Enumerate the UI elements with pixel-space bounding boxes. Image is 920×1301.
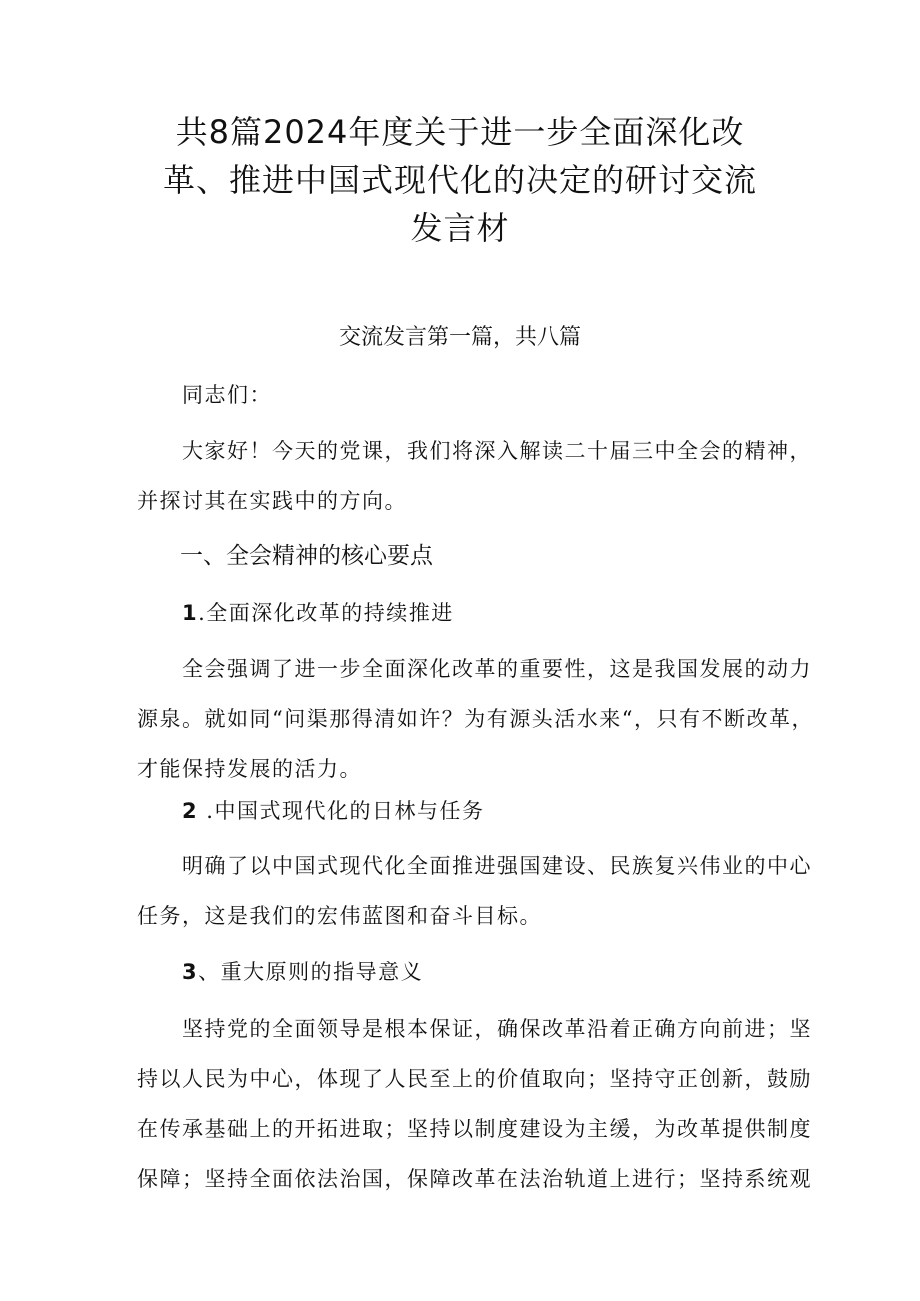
paragraph-line: 明确了以中国式现代化全面推进强国建设、民族复兴伟业的中心	[182, 854, 812, 878]
document-subtitle: 交流发言第一篇，共八篇	[338, 325, 581, 350]
item-heading-1	[137, 597, 837, 629]
paragraph-line: 在传承基础上的开拓进取；坚持以制度建设为主缓，为改革提供制度	[137, 1117, 812, 1141]
paragraph-line: 保障；坚持全面依法治国，保障改革在法治轨道上进行；坚持系统观	[137, 1167, 812, 1191]
section-heading: 一、全会精神的核心要点	[180, 543, 433, 569]
item-heading-2	[137, 795, 837, 827]
item-paragraph-3	[137, 1013, 812, 1195]
paragraph-line: 坚持党的全面领导是根本保证，确保改革沿着正确方向前进；坚	[182, 1017, 812, 1041]
paragraph-line: 大家好！今天的党课，我们将深入解读二十届三中全会的精神，	[182, 439, 812, 463]
document-title	[140, 108, 780, 252]
item-paragraph-2	[137, 850, 812, 932]
item-number: 3	[182, 960, 199, 984]
paragraph-line: 任务，这是我们的宏伟蓝图和奋斗目标。	[137, 904, 542, 928]
title-line: 共8篇2024年度关于进一步全面深化改	[175, 113, 745, 151]
item-paragraph-1	[137, 653, 814, 785]
title-line: 革、推进中国式现代化的决定的研讨交流	[162, 161, 757, 199]
intro-paragraph	[137, 435, 812, 517]
paragraph-line: 才能保持发展的活力。	[137, 757, 362, 781]
paragraph-line: 全会强调了进一步全面深化改革的重要性，这是我国发展的动力	[182, 657, 812, 681]
paragraph-line: 并探讨其在实践中的方向。	[137, 489, 407, 513]
title-line: 发言材	[410, 209, 510, 247]
paragraph-line: 持以人民为中心，体现了人民至上的价值取向；坚持守正创新，鼓励	[137, 1067, 812, 1091]
item-heading-3	[137, 956, 837, 988]
greeting: 同志们：	[182, 383, 272, 407]
item-heading-text: .全面深化改革的持续推进	[198, 601, 454, 625]
item-number: 2	[182, 799, 199, 823]
paragraph-line: 源泉。就如同“问渠那得清如许？为有源头活水来“，只有不断改革，	[137, 707, 814, 731]
item-heading-text: 、重大原则的指导意义	[198, 960, 424, 984]
item-number: 1	[182, 601, 199, 625]
item-heading-text: .中国式现代化的日林与任务	[198, 799, 485, 823]
